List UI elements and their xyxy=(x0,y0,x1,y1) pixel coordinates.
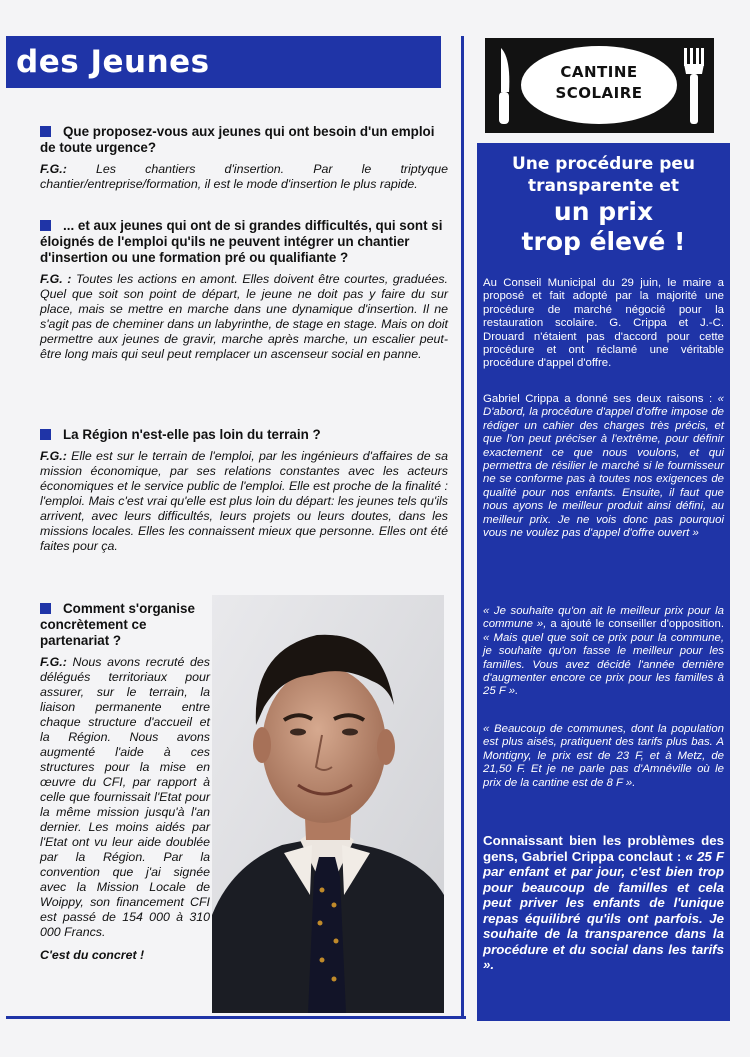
square-bullet-icon xyxy=(40,126,51,137)
answer-2: F.G. : Toutes les actions en amont. Elles doivent être courtes, graduées. Quel que soit son point de départ, le jeune ne doit pas y faire du sur place, mais se mettre en marche dans une dynamique d'insertion. Il ne s'agit pas de cheminer dans un labyrinthe, de stage en stage. Mais on doit permettre aux jeunes de gravir, marche après marche, un escalier peut-être long mais qui seul peut remplacer un ascenseur social en panne. xyxy=(40,272,448,361)
column-divider xyxy=(461,36,464,1016)
footer-rule xyxy=(6,1016,466,1019)
question-4: Comment s'organise concrètement ce partenariat ? xyxy=(40,601,195,648)
square-bullet-icon xyxy=(40,429,51,440)
article-paragraph-3: « Je souhaite qu'on ait le meilleur prix pour la commune », a ajouté le conseiller d'opposition. « Mais quel que soit ce prix pour la commune, je souhaite qu'on fasse le meilleur pour les familles. Vous avez décidé l'année dernière d'augmenter encore ce prix pour les familles à 25 F ». xyxy=(483,605,724,698)
section-header-band xyxy=(6,36,441,88)
article-title: Une procédure peu transparente et xyxy=(511,154,696,196)
logo-oval: CANTINE SCOLAIRE xyxy=(521,46,677,124)
closing-remark: C'est du concret ! xyxy=(40,948,145,962)
knife-icon xyxy=(495,48,513,124)
answer-3: F.G.: Elle est sur le terrain de l'emploi, par les ingénieurs d'affaires de sa mission économique, par ses relations constantes avec les acteurs économiques et le service public de l'emploi. Elle est proche de la finalité : l'emploi. Mais c'est vrai qu'elle est plus loin du départ: les jeunes tels qu'ils arrivent, avec leurs difficultés, leurs projets ou leurs doutes, dans les missions locales. Elles les connaissent mieux que personne. Elles ont été faites pour ça. xyxy=(40,449,448,553)
article-paragraph-4: « Beaucoup de communes, dont la population est plus aisés, pratiquent des tarifs plus bas. A Montigny, le prix est de 23 F, et à Metz, de 21,50 F. Et je ne parle pas d'Amnéville où le prix de la cantine est de 8 F ». xyxy=(483,723,724,789)
interview-block-3 xyxy=(34,427,448,554)
interview-block-4 xyxy=(34,601,210,963)
cantine-logo xyxy=(485,38,714,133)
portrait-photo xyxy=(212,595,444,1013)
article-conclusion: Connaissant bien les problèmes des gens, Gabriel Crippa conclaut : « 25 F par enfant et par jour, c'est bien trop pour beaucoup de familles et cela peut priver les enfants de l'unique repas équilibré qu'ils ont parfois. Je souhaite de la transparence dans la procédure et du social dans les tarifs ». xyxy=(483,833,724,972)
interview-block-1 xyxy=(34,124,448,192)
section-title: des Jeunes xyxy=(16,44,210,80)
cantine-article xyxy=(477,143,730,1021)
square-bullet-icon xyxy=(40,603,51,614)
fork-icon xyxy=(683,48,705,124)
article-paragraph-1: Au Conseil Municipal du 29 juin, le maire a proposé et fait adopté par la majorité une procédure de marché négocié pour la restauration scolaire. G. Crippa et J.-C. Drouard n'étaient pas d'accord pour cette procédure et ont réclamé une véritable procédure d'appel d'offre. xyxy=(483,277,724,370)
answer-4: F.G.: Nous avons recruté des délégués territoriaux pour assurer, sur le terrain, la liaison permanente entre chaque structure d'accueil et la Région. Nous avons augmenté l'aide à ces structures pour la mise en œuvre du CFI, par rapport à celle que fournissait l'Etat pour la même mission jusqu'à l'an dernier. Les moins aidés par l'Etat ont vu leur aide doublée par la Région. Par la convention que j'ai signée avec la Mission Locale de Woippy, son financement CFI est passé de 154 000 à 310 000 Francs. xyxy=(40,655,210,939)
question-2: ... et aux jeunes qui ont de si grandes difficultés, qui sont si éloignés de l'emploi qu'ils ne peuvent intégrer un chantier d'insertion ou une formation pré ou qualifiante ? xyxy=(40,218,443,265)
article-paragraph-2: Gabriel Crippa a donné ses deux raisons : « D'abord, la procédure d'appel d'offre impose de rédiger un cahier des charges très précis, et que l'on peut préciser à l'extrême, pour définir exactement ce que nous voulons, et qui permettra de résilier le marché si le fournisseur ne se conforme pas à toutes nos exigences de qualité pour nos enfants. Ensuite, il faut que nous ayons le meilleur produit ainsi défini, au meilleur prix. Je ne vois donc pas pourquoi vous ne voulez pas d'appel d'offre ouvert » xyxy=(483,393,724,540)
answer-1: F.G.: Les chantiers d'insertion. Par le triptyque chantier/entreprise/formation, il est le mode d'insertion le plus rapide. xyxy=(40,162,448,191)
interview-block-2 xyxy=(34,218,448,362)
square-bullet-icon xyxy=(40,220,51,231)
article-title-emphasis: un prix trop élevé ! xyxy=(521,197,686,256)
question-1: Que proposez-vous aux jeunes qui ont besoin d'un emploi de toute urgence? xyxy=(40,124,435,155)
question-3: La Région n'est-elle pas loin du terrain ? xyxy=(34,427,448,443)
